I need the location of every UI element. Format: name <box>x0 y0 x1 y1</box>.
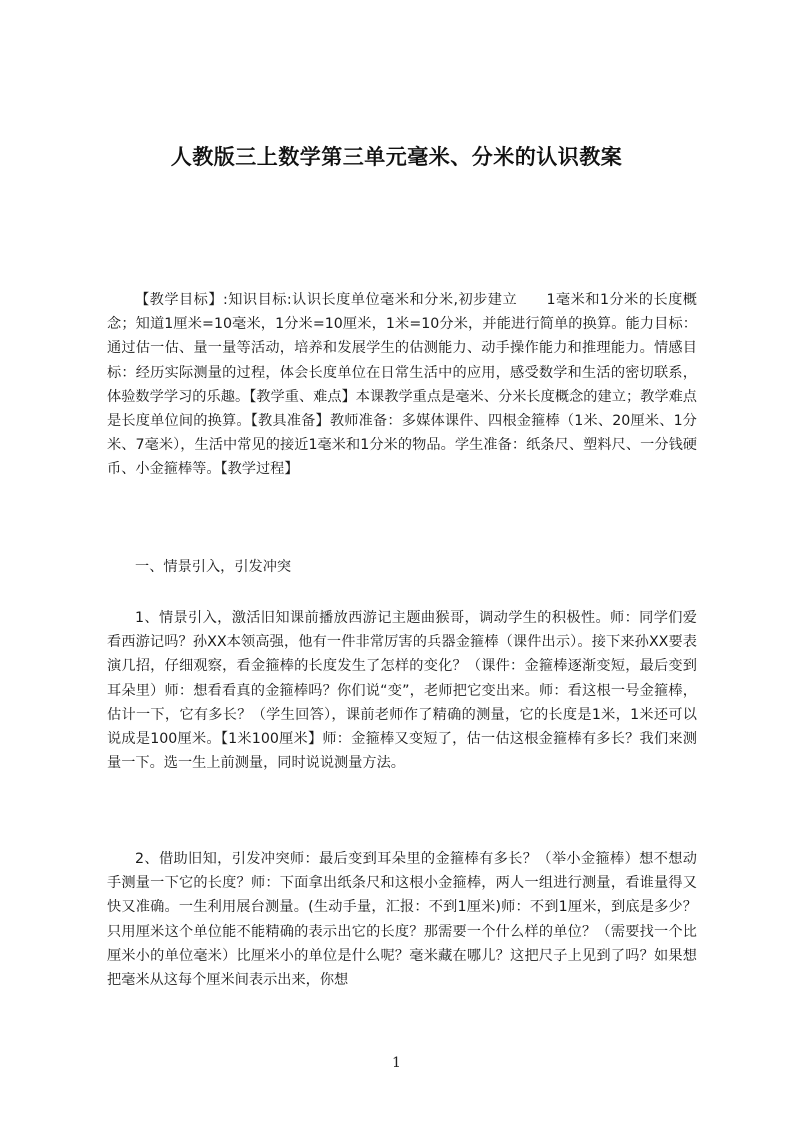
paragraph-teaching-goals: 【教学目标】:知识目标:认识长度单位毫米和分米,初步建立 1毫米和1分米的长度概念；知道1厘米=10毫米，1分米=10厘米，1米=10分米，并能进行简单的换算。能力目标：通过估一估、量一量等活动，培养和发展学生的估测能力、动手操作能力和推理能力。情感目标：经历实际测量的过程，体会长度单位在日常生活中的应用，感受数学和生活的密切联系，体验数学学习的乐趣。【教学重、难点】本课教学重点是毫米、分米长度概念的建立；教学难点是长度单位间的换算。【教具准备】教师准备：多媒体课件、四根金箍棒（1米、20厘米、1分米、7毫米），生活中常见的接近1毫米和1分米的物品。学生准备：纸条尺、塑料尺、一分钱硬币、小金箍棒等。【教学过程】 <box>107 292 697 478</box>
section-heading-intro: 一、情景引入，引发冲突 <box>135 559 292 575</box>
paragraph-scene-intro: 1、情景引入，激活旧知课前播放西游记主题曲猴哥，调动学生的积极性。师：同学们爱看西游记吗？孙XX本领高强，他有一件非常厉害的兵器金箍棒（课件出示）。接下来孙XX要表演几招，仔细观察，看金箍棒的长度发生了怎样的变化？（课件：金箍棒逐渐变短，最后变到耳朵里）师：想看看真的金箍棒吗？你们说“变”，老师把它变出来。师：看这根一号金箍棒，估计一下，它有多长？（学生回答），课前老师作了精确的测量，它的长度是1米，1米还可以说成是100厘米。【1米100厘米】师：金箍棒又变短了，估一估这根金箍棒有多长？我们来测量一下。选一生上前测量，同时说说测量方法。 <box>107 610 697 772</box>
page-number: 1 <box>392 1055 401 1071</box>
paragraph-conflict: 2、借助旧知，引发冲突师：最后变到耳朵里的金箍棒有多长？（举小金箍棒）想不想动手测量一下它的长度？师：下面拿出纸条尺和这根小金箍棒，两人一组进行测量，看谁量得又快又准确。一生利用展台测量。(生动手量，汇报：不到1厘米)师：不到1厘米，到底是多少？只用厘米这个单位能不能精确的表示出它的长度？那需要一个什么样的单位？（需要找一个比厘米小的单位毫米）比厘米小的单位是什么呢？毫米藏在哪儿？这把尺子上见到了吗？如果想把毫米从这每个厘米间表示出来，你想 <box>107 851 697 989</box>
document-title: 人教版三上数学第三单元毫米、分米的认识教案 <box>170 145 623 169</box>
